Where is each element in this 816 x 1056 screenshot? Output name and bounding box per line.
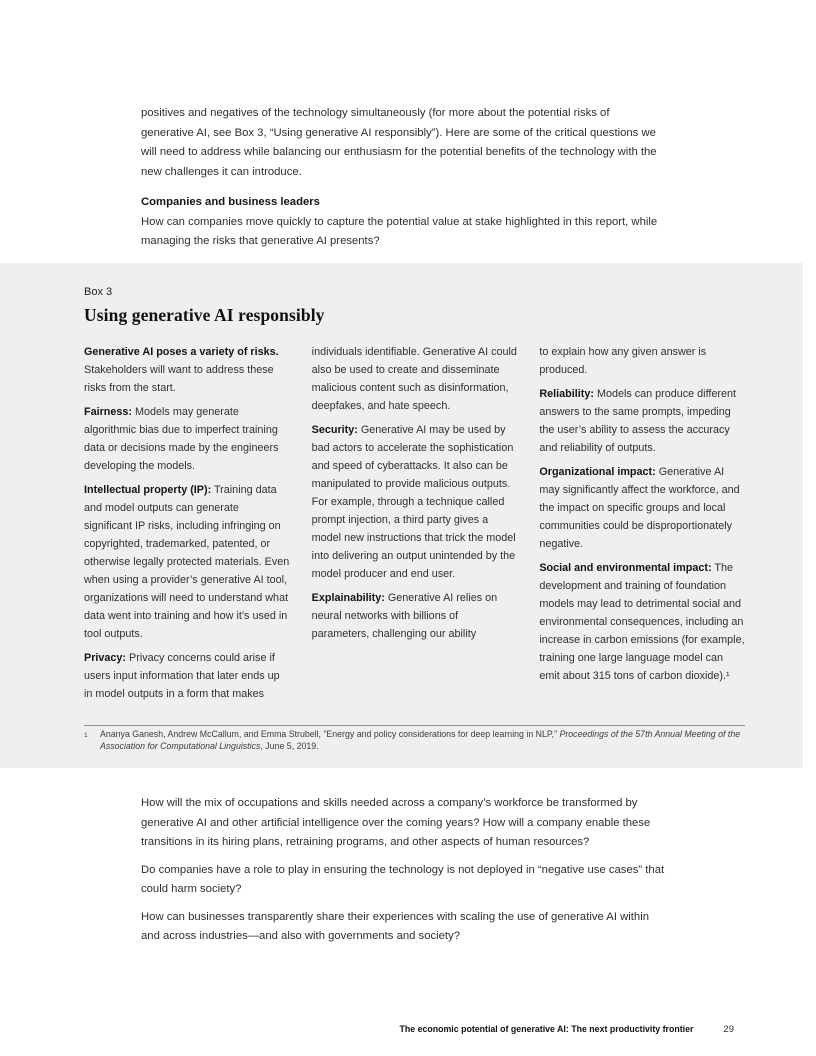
paragraph-lead: Fairness: <box>84 406 133 418</box>
paragraph-lead: Reliability: <box>539 388 594 400</box>
report-title: The economic potential of generative AI: The next productivity frontier <box>399 1024 694 1034</box>
paragraph-text: Models may generate algorithmic bias due to imperfect training data or decisions made by the engineers developing the models. <box>84 406 279 472</box>
paragraph-lead: Social and environmental impact: <box>539 562 712 574</box>
paragraph-text: Generative AI may significantly affect the workforce, and the impact on specific groups and local communities could be disproportionately negative. <box>539 466 740 550</box>
intro-section <box>141 104 665 252</box>
paragraph-text: individuals identifiable. Generative AI could also be used to create and disseminate malicious content such as disinformation, deepfakes, and hate speech. <box>311 346 517 412</box>
question-paragraph: How can businesses transparently share their experiences with scaling the use of generative AI within and across industries—and also with governments and society? <box>141 910 650 942</box>
paragraph-lead: Explainability: <box>311 592 385 604</box>
section-heading: Companies and business leaders <box>141 196 320 208</box>
box-paragraph <box>539 385 745 457</box>
box-paragraph <box>539 559 745 685</box>
paragraph-lead: Generative AI poses a variety of risks. <box>84 346 279 358</box>
paragraph-text: Models can produce different answers to the same prompts, impeding the user’s ability to assess the accuracy and reliability of outputs. <box>539 388 736 454</box>
box-label: Box 3 <box>84 286 113 298</box>
paragraph-lead: Security: <box>311 424 358 436</box>
box-paragraph <box>539 343 745 379</box>
page-number: 29 <box>723 1024 734 1035</box>
paragraph-text: Privacy concerns could arise if users input information that later ends up in model outputs in a form that makes <box>84 652 280 700</box>
paragraph-text: Stakeholders will want to address these risks from the start. <box>84 364 274 394</box>
questions-section <box>141 794 669 955</box>
paragraph-text: Training data and model outputs can generate significant IP risks, including infringing on copyrighted, trademarked, patented, or otherwise legally protected materials. Even when using a provider’s generative AI tool, organizations will need to understand what data went into training and how it’s used in tool outputs. <box>84 484 290 640</box>
paragraph-lead: Intellectual property (IP): <box>84 484 212 496</box>
box-paragraph <box>84 481 290 643</box>
box-column-1 <box>84 343 290 725</box>
box-paragraph <box>312 421 518 583</box>
paragraph-lead: Privacy: <box>84 652 127 664</box>
box-inner <box>0 263 803 752</box>
footnote-text-after: , June 5, 2019. <box>260 740 319 751</box>
footnote <box>84 725 745 752</box>
paragraph-text: Generative AI may be used by bad actors to accelerate the sophistication and speed of cyberattacks. It also can be manipulated to provide malicious outputs. For example, through a technique called prompt injection, a third party gives a model new instructions that trick the model into delivering an output unintended by the model producer and end user. <box>311 424 516 580</box>
box-column-3 <box>539 343 745 725</box>
footnote-journal-title: Proceedings of the 57th Annual Meeting of the Association for Computational Linguistics <box>100 729 741 751</box>
footnote-text-before: Ananya Ganesh, Andrew McCallum, and Emma Strubell, “Energy and policy considerations for deep learning in NLP,” <box>100 729 560 739</box>
box-title: Using generative AI responsibly <box>84 305 325 325</box>
paragraph-lead: Organizational impact: <box>539 466 656 478</box>
footnote-text <box>100 729 745 752</box>
footnote-marker: 1 <box>84 732 88 739</box>
intro-paragraph: positives and negatives of the technology simultaneously (for more about the potential risks of generative AI, see Box 3, “Using generative AI responsibly”). Here are some of the critical questions we will need to address while balancing our enthusiasm for the potential benefits of the technology with the new challenges it can introduce. <box>141 107 657 178</box>
box-3-sidebar <box>0 263 803 768</box>
paragraph-text: The development and training of foundation models may lead to detrimental social and environmental consequences, including an increase in carbon emissions (for example, training one large language model can emit about 315 tons of carbon dioxide).¹ <box>539 562 745 682</box>
box-paragraph <box>84 403 290 475</box>
section-question: How can companies move quickly to capture the potential value at stake highlighted in this report, while managing the risks that generative AI presents? <box>141 215 658 247</box>
paragraph-text: Generative AI relies on neural networks with billions of parameters, challenging our ability <box>311 592 498 640</box>
box-paragraph <box>84 343 290 397</box>
question-paragraph: Do companies have a role to play in ensuring the technology is not deployed in “negative use cases” that could harm society? <box>141 863 665 895</box>
box-paragraph <box>539 463 745 553</box>
paragraph-text: to explain how any given answer is produced. <box>539 346 707 376</box>
box-paragraph <box>312 343 518 415</box>
box-paragraph <box>312 589 518 643</box>
question-paragraph: How will the mix of occupations and skills needed across a company’s workforce be transformed by generative AI and other artificial intelligence over the coming years? How will a company enable these transitions in its hiring plans, retraining programs, and other aspects of human resources? <box>141 797 651 848</box>
box-columns <box>84 343 745 725</box>
box-column-2 <box>312 343 518 725</box>
page-footer <box>400 1024 735 1035</box>
box-paragraph <box>84 649 290 703</box>
